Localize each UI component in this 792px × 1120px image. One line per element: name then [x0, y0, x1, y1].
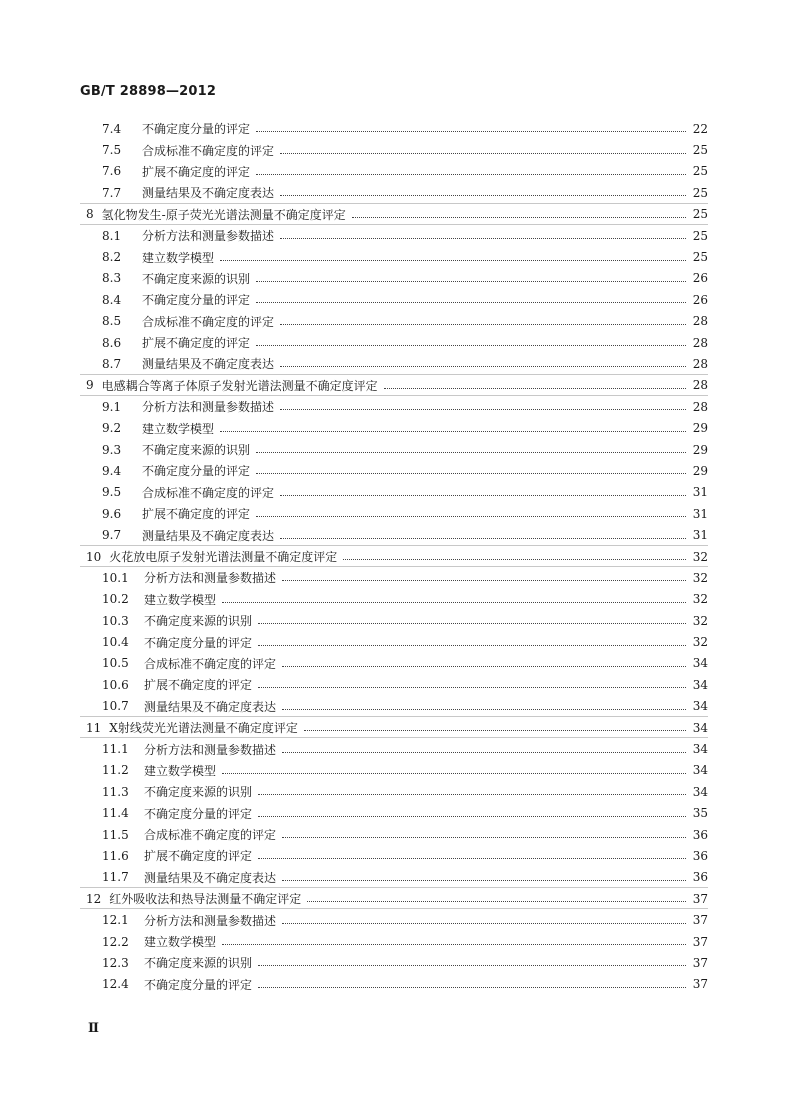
toc-entry-number: 8.4	[102, 292, 122, 307]
toc-entry-page: 28	[692, 356, 708, 371]
dot-leader	[343, 559, 686, 560]
toc-entry-number: 8.6	[102, 335, 122, 350]
toc-entry-number: 8.5	[102, 314, 122, 329]
page-number: Ⅱ	[88, 1021, 99, 1036]
toc-entry-page: 25	[692, 250, 708, 265]
toc-entry-title: 建立数学模型	[142, 421, 215, 436]
toc-subsection-entry[interactable]	[80, 738, 708, 759]
toc-entry-title: 分析方法和测量参数描述	[144, 571, 277, 586]
toc-entry-title: 建立数学模型	[144, 935, 217, 950]
toc-entry-title: 不确定度来源的识别	[144, 956, 253, 971]
toc-entry-number: 10.2	[102, 592, 129, 607]
toc-entry-number: 10.1	[102, 570, 129, 585]
toc-entry-title: 不确定度来源的识别	[142, 443, 251, 458]
toc-entry-page: 34	[692, 784, 708, 799]
toc-subsection-entry[interactable]	[80, 952, 708, 973]
document-code: GB/T 28898—2012	[80, 84, 217, 99]
toc-entry-title: 不确定度分量的评定	[142, 122, 251, 137]
dot-leader	[258, 794, 686, 795]
toc-entry-title: 不确定度分量的评定	[144, 977, 253, 992]
toc-entry-page: 32	[692, 635, 708, 650]
toc-subsection-entry[interactable]	[80, 674, 708, 695]
toc-entry-title: 建立数学模型	[144, 592, 217, 607]
toc-section-entry[interactable]	[80, 717, 708, 738]
dot-leader	[280, 324, 686, 325]
dot-leader	[258, 623, 686, 624]
toc-subsection-entry[interactable]	[80, 311, 708, 332]
dot-leader	[258, 687, 686, 688]
toc-entry-number: 12.1	[102, 913, 129, 928]
toc-entry-title: 扩展不确定度的评定	[144, 849, 253, 864]
toc-entry-number: 12.2	[102, 934, 129, 949]
toc-entry-page: 25	[692, 207, 708, 222]
toc-entry-number: 7.5	[102, 143, 122, 158]
toc-subsection-entry[interactable]	[80, 867, 708, 888]
toc-entry-page: 31	[692, 485, 708, 500]
toc-entry-page: 37	[692, 977, 708, 992]
toc-entry-number: 11.5	[102, 827, 129, 842]
toc-entry-title: 建立数学模型	[144, 763, 217, 778]
toc-entry-title: 不确定度来源的识别	[142, 271, 251, 286]
toc-entry-page: 34	[692, 677, 708, 692]
dot-leader	[258, 645, 686, 646]
toc-entry-page: 29	[692, 442, 708, 457]
toc-entry-title: 建立数学模型	[142, 250, 215, 265]
dot-leader	[304, 730, 686, 731]
toc-entry-page: 37	[692, 891, 708, 906]
dot-leader	[258, 858, 686, 859]
toc-entry-number: 9.4	[102, 463, 122, 478]
dot-leader	[282, 666, 686, 667]
toc-entry-title: 测量结果及不确定度表达	[142, 357, 275, 372]
toc-subsection-entry[interactable]	[80, 182, 708, 203]
toc-entry-number: 7.4	[102, 121, 122, 136]
toc-subsection-entry[interactable]	[80, 803, 708, 824]
toc-entry-title: 合成标准不确定度的评定	[144, 656, 277, 671]
toc-entry-page: 25	[692, 164, 708, 179]
dot-leader	[222, 773, 686, 774]
dot-leader	[282, 923, 686, 924]
toc-entry-number: 10	[86, 549, 102, 564]
dot-leader	[282, 709, 686, 710]
toc-subsection-entry[interactable]	[80, 289, 708, 310]
toc-subsection-entry[interactable]	[80, 396, 708, 417]
toc-entry-number: 9	[86, 378, 94, 393]
dot-leader	[280, 366, 686, 367]
toc-entry-number: 11.4	[102, 806, 129, 821]
toc-entry-title: 测量结果及不确定度表达	[144, 870, 277, 885]
toc-entry-page: 26	[692, 292, 708, 307]
toc-subsection-entry[interactable]	[80, 631, 708, 652]
toc-section-entry[interactable]	[80, 375, 708, 396]
dot-leader	[256, 131, 686, 132]
toc-entry-page: 29	[692, 421, 708, 436]
toc-entry-title: 火花放电原子发射光谱法测量不确定度评定	[109, 550, 338, 564]
toc-entry-page: 26	[692, 271, 708, 286]
toc-entry-number: 12.4	[102, 977, 129, 992]
toc-entry-title: 扩展不确定度的评定	[144, 678, 253, 693]
dot-leader	[307, 901, 686, 902]
toc-entry-title: 电感耦合等离子体原子发射光谱法测量不确定度评定	[101, 378, 378, 393]
toc-subsection-entry[interactable]	[80, 524, 708, 545]
toc-subsection-entry[interactable]	[80, 589, 708, 610]
toc-entry-title: 不确定度来源的识别	[144, 614, 253, 629]
toc-entry-page: 31	[692, 506, 708, 521]
toc-subsection-entry[interactable]	[80, 460, 708, 481]
toc-entry-title: X射线荧光光谱法测量不确定度评定	[109, 721, 298, 736]
toc-entry-page: 28	[692, 314, 708, 329]
toc-entry-number: 10.3	[102, 613, 129, 628]
dot-leader	[220, 431, 686, 432]
toc-subsection-entry[interactable]	[80, 974, 708, 995]
table-of-contents	[80, 118, 708, 995]
dot-leader	[352, 217, 686, 218]
toc-entry-number: 11.1	[102, 742, 129, 757]
toc-entry-page: 25	[692, 185, 708, 200]
toc-entry-page: 35	[692, 806, 708, 821]
toc-entry-title: 氢化物发生-原子荧光光谱法测量不确定度评定	[101, 207, 346, 222]
toc-entry-page: 28	[692, 399, 708, 414]
dot-leader	[222, 602, 686, 603]
toc-subsection-entry[interactable]	[80, 567, 708, 588]
dot-leader	[282, 580, 686, 581]
toc-entry-title: 合成标准不确定度的评定	[142, 143, 275, 158]
toc-subsection-entry[interactable]	[80, 845, 708, 866]
dot-leader	[280, 238, 686, 239]
toc-entry-number: 8	[86, 207, 94, 222]
toc-entry-title: 分析方法和测量参数描述	[142, 229, 275, 244]
toc-entry-number: 10.5	[102, 656, 129, 671]
toc-entry-number: 11	[86, 720, 102, 735]
toc-entry-number: 11.7	[102, 870, 129, 885]
toc-entry-number: 9.5	[102, 485, 122, 500]
toc-entry-number: 11.3	[102, 784, 129, 799]
toc-entry-number: 12.3	[102, 955, 129, 970]
toc-entry-title: 测量结果及不确定度表达	[142, 528, 275, 543]
dot-leader	[280, 409, 686, 410]
toc-entry-page: 22	[692, 121, 708, 136]
dot-leader	[256, 452, 686, 453]
dot-leader	[256, 473, 686, 474]
toc-entry-title: 分析方法和测量参数描述	[144, 913, 277, 928]
toc-entry-number: 9.1	[102, 399, 122, 414]
toc-entry-title: 分析方法和测量参数描述	[144, 742, 277, 757]
toc-subsection-entry[interactable]	[80, 696, 708, 717]
toc-entry-title: 测量结果及不确定度表达	[144, 699, 277, 714]
dot-leader	[282, 837, 686, 838]
toc-entry-page: 34	[692, 656, 708, 671]
toc-subsection-entry[interactable]	[80, 225, 708, 246]
toc-entry-number: 9.6	[102, 506, 122, 521]
toc-entry-number: 8.2	[102, 250, 122, 265]
toc-entry-page: 34	[692, 763, 708, 778]
toc-entry-page: 34	[692, 742, 708, 757]
dot-leader	[256, 174, 686, 175]
toc-entry-title: 分析方法和测量参数描述	[142, 400, 275, 415]
toc-subsection-entry[interactable]	[80, 781, 708, 802]
toc-entry-title: 不确定度分量的评定	[144, 635, 253, 650]
toc-entry-title: 合成标准不确定度的评定	[142, 314, 275, 329]
toc-subsection-entry[interactable]	[80, 482, 708, 503]
dot-leader	[220, 260, 686, 261]
toc-entry-page: 36	[692, 848, 708, 863]
toc-entry-title: 不确定度分量的评定	[144, 806, 253, 821]
toc-entry-number: 9.2	[102, 421, 122, 436]
dot-leader	[256, 516, 686, 517]
dot-leader	[222, 944, 686, 945]
toc-subsection-entry[interactable]	[80, 503, 708, 524]
toc-section-entry[interactable]	[80, 888, 708, 909]
toc-subsection-entry[interactable]	[80, 118, 708, 139]
toc-entry-title: 测量结果及不确定度表达	[142, 186, 275, 201]
toc-subsection-entry[interactable]	[80, 610, 708, 631]
dot-leader	[280, 538, 686, 539]
dot-leader	[282, 880, 686, 881]
toc-entry-page: 28	[692, 335, 708, 350]
toc-entry-title: 合成标准不确定度的评定	[144, 828, 277, 843]
dot-leader	[280, 495, 686, 496]
toc-subsection-entry[interactable]	[80, 653, 708, 674]
toc-entry-number: 11.2	[102, 763, 129, 778]
toc-entry-page: 37	[692, 934, 708, 949]
dot-leader	[256, 281, 686, 282]
dot-leader	[282, 752, 686, 753]
toc-entry-title: 扩展不确定度的评定	[142, 164, 251, 179]
toc-section-entry[interactable]	[80, 546, 708, 567]
toc-entry-page: 34	[692, 720, 708, 735]
toc-section-entry[interactable]	[80, 204, 708, 225]
toc-entry-number: 7.6	[102, 164, 122, 179]
toc-subsection-entry[interactable]	[80, 760, 708, 781]
toc-entry-page: 36	[692, 827, 708, 842]
toc-entry-number: 7.7	[102, 185, 122, 200]
toc-subsection-entry[interactable]	[80, 268, 708, 289]
toc-entry-number: 8.7	[102, 356, 122, 371]
dot-leader	[258, 987, 686, 988]
toc-entry-title: 不确定度分量的评定	[142, 293, 251, 308]
toc-entry-title: 红外吸收法和热导法测量不确定评定	[109, 892, 302, 907]
dot-leader	[280, 153, 686, 154]
toc-entry-page: 25	[692, 143, 708, 158]
toc-entry-number: 12	[86, 891, 102, 906]
toc-entry-title: 不确定度来源的识别	[144, 785, 253, 800]
toc-subsection-entry[interactable]	[80, 139, 708, 160]
toc-entry-page: 37	[692, 913, 708, 928]
dot-leader	[258, 816, 686, 817]
dot-leader	[384, 388, 686, 389]
toc-entry-page: 29	[692, 463, 708, 478]
toc-subsection-entry[interactable]	[80, 332, 708, 353]
toc-entry-page: 37	[692, 955, 708, 970]
toc-subsection-entry[interactable]	[80, 931, 708, 952]
toc-entry-number: 8.1	[102, 228, 122, 243]
toc-subsection-entry[interactable]	[80, 161, 708, 182]
toc-entry-page: 28	[692, 378, 708, 393]
dot-leader	[280, 195, 686, 196]
toc-subsection-entry[interactable]	[80, 353, 708, 374]
toc-subsection-entry[interactable]	[80, 824, 708, 845]
toc-entry-page: 34	[692, 699, 708, 714]
toc-entry-number: 9.7	[102, 528, 122, 543]
toc-entry-title: 扩展不确定度的评定	[142, 507, 251, 522]
toc-entry-number: 10.4	[102, 635, 129, 650]
toc-entry-page: 31	[692, 528, 708, 543]
toc-entry-number: 10.6	[102, 677, 129, 692]
toc-entry-number: 8.3	[102, 271, 122, 286]
toc-subsection-entry[interactable]	[80, 417, 708, 438]
toc-entry-page: 36	[692, 870, 708, 885]
toc-subsection-entry[interactable]	[80, 909, 708, 930]
toc-entry-page: 32	[692, 592, 708, 607]
toc-entry-number: 10.7	[102, 699, 129, 714]
toc-entry-number: 11.6	[102, 848, 129, 863]
dot-leader	[256, 345, 686, 346]
toc-entry-title: 扩展不确定度的评定	[142, 336, 251, 351]
toc-entry-page: 32	[692, 570, 708, 585]
toc-subsection-entry[interactable]	[80, 246, 708, 267]
toc-entry-page: 32	[692, 613, 708, 628]
dot-leader	[256, 302, 686, 303]
toc-subsection-entry[interactable]	[80, 439, 708, 460]
toc-entry-title: 不确定度分量的评定	[142, 464, 251, 479]
toc-entry-page: 32	[692, 549, 708, 564]
toc-entry-title: 合成标准不确定度的评定	[142, 485, 275, 500]
toc-entry-page: 25	[692, 228, 708, 243]
dot-leader	[258, 965, 686, 966]
toc-entry-number: 9.3	[102, 442, 122, 457]
